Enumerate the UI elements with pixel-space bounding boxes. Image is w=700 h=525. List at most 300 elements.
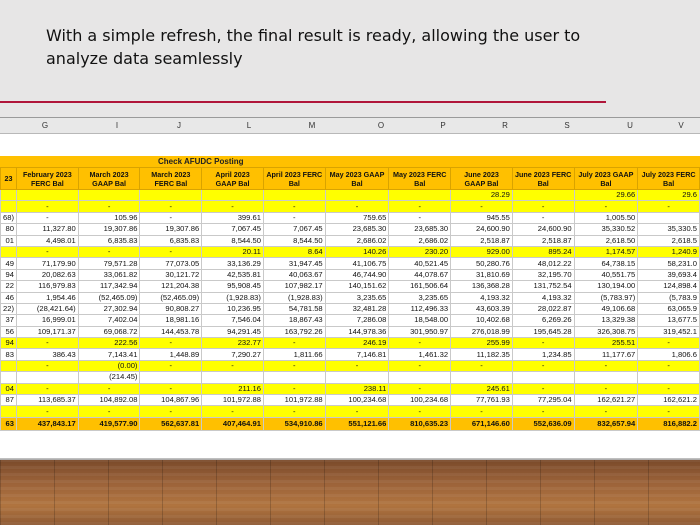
- table-cell[interactable]: 95,908.45: [202, 281, 264, 292]
- table-cell[interactable]: -: [202, 406, 264, 417]
- table-cell[interactable]: [202, 372, 264, 383]
- table-cell[interactable]: -: [16, 246, 78, 257]
- table-row: [1, 281, 700, 292]
- table-cell[interactable]: 245.61: [451, 383, 513, 394]
- table-cell[interactable]: 32,195.70: [512, 269, 574, 280]
- balance-table: [0, 167, 700, 431]
- column-header[interactable]: July 2023 FERC Bal: [638, 168, 700, 190]
- totals-row: [1, 417, 700, 430]
- table-cell[interactable]: 29.66: [574, 190, 638, 201]
- column-letter[interactable]: V: [678, 121, 684, 130]
- table-cell[interactable]: 163,792.26: [263, 326, 325, 337]
- table-cell[interactable]: 46,744.90: [325, 269, 389, 280]
- table-cell[interactable]: 7,067.45: [263, 224, 325, 235]
- table-cell[interactable]: 64,738.15: [574, 258, 638, 269]
- table-cell[interactable]: 90,808.27: [140, 303, 202, 314]
- table-cell[interactable]: 101,972.88: [202, 395, 264, 406]
- table-row: [1, 224, 700, 235]
- table-cell[interactable]: 40,551.75: [574, 269, 638, 280]
- column-letter[interactable]: J: [177, 121, 181, 130]
- table-cell[interactable]: -: [78, 246, 140, 257]
- table-cell[interactable]: 104,867.96: [140, 395, 202, 406]
- table-cell[interactable]: 8.64: [263, 246, 325, 257]
- table-cell[interactable]: [16, 372, 78, 383]
- total-cell[interactable]: 437,843.17: [16, 417, 78, 430]
- column-letter[interactable]: P: [440, 121, 446, 130]
- table-row: [1, 246, 700, 257]
- table-cell[interactable]: -: [16, 201, 78, 212]
- table-cell[interactable]: -: [140, 338, 202, 349]
- column-letter[interactable]: U: [627, 121, 633, 130]
- table-cell[interactable]: 68): [1, 212, 17, 223]
- table-cell[interactable]: 117,342.94: [78, 281, 140, 292]
- table-cell[interactable]: [574, 372, 638, 383]
- table-cell[interactable]: 2,686.02: [389, 235, 451, 246]
- table-cell[interactable]: -: [78, 201, 140, 212]
- table-cell[interactable]: [389, 190, 451, 201]
- total-cell[interactable]: 407,464.91: [202, 417, 264, 430]
- table-cell[interactable]: 255.51: [574, 338, 638, 349]
- table-cell[interactable]: 24,600.90: [512, 224, 574, 235]
- table-cell[interactable]: 19,307.86: [140, 224, 202, 235]
- table-cell[interactable]: 1,005.50: [574, 212, 638, 223]
- column-header[interactable]: May 2023 FERC Bal: [389, 168, 451, 190]
- table-cell[interactable]: 232.77: [202, 338, 264, 349]
- total-cell[interactable]: 552,636.09: [512, 417, 574, 430]
- table-cell[interactable]: [1, 360, 17, 371]
- table-cell[interactable]: -: [512, 360, 574, 371]
- table-cell[interactable]: -: [574, 383, 638, 394]
- table-cell[interactable]: 399.61: [202, 212, 264, 223]
- table-cell[interactable]: 7,286.08: [325, 315, 389, 326]
- group-band: [0, 156, 700, 167]
- table-cell[interactable]: -: [512, 201, 574, 212]
- table-cell[interactable]: 124,898.4: [638, 281, 700, 292]
- table-cell[interactable]: -: [16, 406, 78, 417]
- table-cell[interactable]: 2,518.87: [451, 235, 513, 246]
- table-cell[interactable]: 48,012.22: [512, 258, 574, 269]
- table-cell[interactable]: 10,236.95: [202, 303, 264, 314]
- table-cell[interactable]: 1,448.89: [140, 349, 202, 360]
- table-cell[interactable]: 22: [1, 281, 17, 292]
- table-cell[interactable]: 4,498.01: [16, 235, 78, 246]
- table-cell[interactable]: 54,781.58: [263, 303, 325, 314]
- header-row: [1, 168, 700, 190]
- table-cell[interactable]: -: [263, 360, 325, 371]
- data-grid: [0, 167, 700, 431]
- table-cell[interactable]: 104,892.08: [78, 395, 140, 406]
- table-cell[interactable]: -: [512, 338, 574, 349]
- table-cell[interactable]: -: [16, 212, 78, 223]
- table-cell[interactable]: 230.20: [389, 246, 451, 257]
- table-cell[interactable]: 28,022.87: [512, 303, 574, 314]
- table-cell[interactable]: (52,465.09): [78, 292, 140, 303]
- table-row: [1, 258, 700, 269]
- table-cell[interactable]: 23,685.30: [325, 224, 389, 235]
- column-header[interactable]: February 2023 FERC Bal: [16, 168, 78, 190]
- table-cell[interactable]: -: [512, 212, 574, 223]
- table-cell[interactable]: 101,972.88: [263, 395, 325, 406]
- table-cell[interactable]: -: [263, 383, 325, 394]
- table-cell[interactable]: -: [140, 212, 202, 223]
- table-cell[interactable]: [1, 372, 17, 383]
- column-header[interactable]: March 2023 GAAP Bal: [78, 168, 140, 190]
- table-cell[interactable]: 6,269.26: [512, 315, 574, 326]
- total-cell[interactable]: 832,657.94: [574, 417, 638, 430]
- table-cell[interactable]: [140, 190, 202, 201]
- table-cell[interactable]: 130,194.00: [574, 281, 638, 292]
- total-cell[interactable]: 63: [1, 417, 17, 430]
- table-cell[interactable]: 109,171.37: [16, 326, 78, 337]
- table-cell[interactable]: -: [451, 201, 513, 212]
- column-header[interactable]: June 2023 GAAP Bal: [451, 168, 513, 190]
- table-cell[interactable]: 112,496.33: [389, 303, 451, 314]
- table-cell[interactable]: 8,544.50: [202, 235, 264, 246]
- table-cell[interactable]: 56: [1, 326, 17, 337]
- table-cell[interactable]: 30,121.72: [140, 269, 202, 280]
- table-cell[interactable]: (214.45): [78, 372, 140, 383]
- table-cell[interactable]: 94,291.45: [202, 326, 264, 337]
- table-cell[interactable]: -: [140, 360, 202, 371]
- table-cell[interactable]: 895.24: [512, 246, 574, 257]
- table-row: [1, 338, 700, 349]
- table-cell[interactable]: 161,506.64: [389, 281, 451, 292]
- table-cell[interactable]: 69,068.72: [78, 326, 140, 337]
- table-cell[interactable]: -: [451, 360, 513, 371]
- table-cell[interactable]: 19,307.86: [78, 224, 140, 235]
- column-header[interactable]: July 2023 GAAP Bal: [574, 168, 638, 190]
- table-row: [1, 372, 700, 383]
- table-cell[interactable]: 23,685.30: [389, 224, 451, 235]
- table-cell[interactable]: 929.00: [451, 246, 513, 257]
- table-cell[interactable]: 40,063.67: [263, 269, 325, 280]
- table-cell[interactable]: 2,518.87: [512, 235, 574, 246]
- table-cell[interactable]: [1, 190, 17, 201]
- table-cell[interactable]: 71,179.90: [16, 258, 78, 269]
- table-cell[interactable]: 276,018.99: [451, 326, 513, 337]
- table-cell[interactable]: 195,645.28: [512, 326, 574, 337]
- table-cell[interactable]: 31,947.45: [263, 258, 325, 269]
- table-cell[interactable]: [140, 372, 202, 383]
- table-cell[interactable]: (1,928.83): [263, 292, 325, 303]
- table-cell[interactable]: -: [140, 246, 202, 257]
- table-cell[interactable]: 100,234.68: [389, 395, 451, 406]
- table-cell[interactable]: -: [389, 338, 451, 349]
- table-cell[interactable]: 18,548.00: [389, 315, 451, 326]
- table-cell[interactable]: [512, 190, 574, 201]
- table-cell[interactable]: 7,546.04: [202, 315, 264, 326]
- table-cell[interactable]: -: [325, 360, 389, 371]
- table-cell[interactable]: 04: [1, 383, 17, 394]
- table-cell[interactable]: 49,106.68: [574, 303, 638, 314]
- table-cell[interactable]: 37: [1, 315, 17, 326]
- table-cell[interactable]: 140.26: [325, 246, 389, 257]
- table-row: [1, 190, 700, 201]
- table-cell[interactable]: [325, 190, 389, 201]
- table-cell[interactable]: 6,835.83: [140, 235, 202, 246]
- table-cell[interactable]: 100,234.68: [325, 395, 389, 406]
- table-cell[interactable]: 87: [1, 395, 17, 406]
- table-cell[interactable]: 3,235.65: [325, 292, 389, 303]
- table-cell[interactable]: -: [512, 383, 574, 394]
- table-cell[interactable]: [78, 190, 140, 201]
- table-cell[interactable]: [638, 212, 700, 223]
- table-cell[interactable]: 7,143.41: [78, 349, 140, 360]
- table-cell[interactable]: 386.43: [16, 349, 78, 360]
- table-cell[interactable]: 13,677.5: [638, 315, 700, 326]
- table-cell[interactable]: -: [389, 406, 451, 417]
- column-header[interactable]: May 2023 GAAP Bal: [325, 168, 389, 190]
- table-cell[interactable]: 46: [1, 292, 17, 303]
- column-letter[interactable]: M: [308, 121, 316, 130]
- table-cell[interactable]: 77,073.05: [140, 258, 202, 269]
- table-cell[interactable]: 1,811.66: [263, 349, 325, 360]
- table-cell[interactable]: 40,521.45: [389, 258, 451, 269]
- table-cell[interactable]: 63,065.9: [638, 303, 700, 314]
- table-cell[interactable]: [1, 246, 17, 257]
- column-header[interactable]: April 2023 GAAP Bal: [202, 168, 264, 190]
- table-cell[interactable]: 301,950.97: [389, 326, 451, 337]
- table-cell[interactable]: [512, 372, 574, 383]
- table-cell[interactable]: 238.11: [325, 383, 389, 394]
- slide-caption: With a simple refresh, the final result is ready, allowing the user to analyze data seamlessly: [46, 26, 581, 68]
- table-cell[interactable]: 144,453.78: [140, 326, 202, 337]
- table-cell[interactable]: 27,302.94: [78, 303, 140, 314]
- table-cell[interactable]: -: [140, 383, 202, 394]
- table-cell[interactable]: 162,621.2: [638, 395, 700, 406]
- table-cell[interactable]: 42,535.81: [202, 269, 264, 280]
- table-cell[interactable]: 144,978.36: [325, 326, 389, 337]
- table-cell[interactable]: [263, 372, 325, 383]
- column-letter-bar: [0, 118, 700, 134]
- accent-divider: [0, 101, 606, 103]
- table-cell[interactable]: -: [325, 406, 389, 417]
- table-cell[interactable]: 31,810.69: [451, 269, 513, 280]
- total-cell[interactable]: 671,146.60: [451, 417, 513, 430]
- table-cell[interactable]: 945.55: [451, 212, 513, 223]
- table-cell[interactable]: 222.56: [78, 338, 140, 349]
- table-cell[interactable]: -: [202, 360, 264, 371]
- table-row: [1, 349, 700, 360]
- column-header[interactable]: June 2023 FERC Bal: [512, 168, 574, 190]
- table-cell[interactable]: -: [638, 201, 700, 212]
- table-cell[interactable]: 49: [1, 258, 17, 269]
- table-cell[interactable]: -: [202, 201, 264, 212]
- table-cell[interactable]: -: [16, 383, 78, 394]
- table-cell[interactable]: 162,621.27: [574, 395, 638, 406]
- table-cell[interactable]: 246.19: [325, 338, 389, 349]
- table-cell[interactable]: 28.29: [451, 190, 513, 201]
- column-letter[interactable]: O: [377, 121, 385, 130]
- column-letter[interactable]: L: [246, 121, 252, 130]
- column-header[interactable]: March 2023 FERC Bal: [140, 168, 202, 190]
- table-cell[interactable]: 29.6: [638, 190, 700, 201]
- table-cell[interactable]: 2,686.02: [325, 235, 389, 246]
- table-cell[interactable]: 255.99: [451, 338, 513, 349]
- table-cell[interactable]: 1,806.6: [638, 349, 700, 360]
- table-cell[interactable]: -: [16, 338, 78, 349]
- table-cell[interactable]: -: [78, 406, 140, 417]
- table-cell[interactable]: 58,231.0: [638, 258, 700, 269]
- group-title: Check AFUDC Posting: [158, 157, 244, 166]
- table-cell[interactable]: 22): [1, 303, 17, 314]
- table-cell[interactable]: [16, 190, 78, 201]
- table-cell[interactable]: 43,603.39: [451, 303, 513, 314]
- table-cell[interactable]: -: [389, 201, 451, 212]
- table-cell[interactable]: 11,177.67: [574, 349, 638, 360]
- table-cell[interactable]: 20,082.63: [16, 269, 78, 280]
- table-cell[interactable]: 1,240.9: [638, 246, 700, 257]
- table-cell[interactable]: 33,136.29: [202, 258, 264, 269]
- table-cell[interactable]: 01: [1, 235, 17, 246]
- table-cell[interactable]: (28,421.64): [16, 303, 78, 314]
- table-row: [1, 406, 700, 417]
- table-cell[interactable]: [1, 406, 17, 417]
- table-cell[interactable]: 80: [1, 224, 17, 235]
- table-cell[interactable]: 35,330.5: [638, 224, 700, 235]
- table-cell[interactable]: 50,280.76: [451, 258, 513, 269]
- table-row: [1, 383, 700, 394]
- table-cell[interactable]: -: [389, 360, 451, 371]
- table-cell[interactable]: 1,234.85: [512, 349, 574, 360]
- table-row: [1, 315, 700, 326]
- table-cell[interactable]: 4,193.32: [451, 292, 513, 303]
- table-cell[interactable]: -: [638, 406, 700, 417]
- table-cell[interactable]: -: [263, 201, 325, 212]
- table-cell[interactable]: 83: [1, 349, 17, 360]
- column-letter[interactable]: I: [115, 121, 119, 130]
- table-cell[interactable]: 24,600.90: [451, 224, 513, 235]
- table-cell[interactable]: 35,330.52: [574, 224, 638, 235]
- table-cell[interactable]: 16,999.01: [16, 315, 78, 326]
- table-cell[interactable]: 10,402.68: [451, 315, 513, 326]
- table-row: [1, 303, 700, 314]
- table-cell[interactable]: [451, 372, 513, 383]
- table-cell[interactable]: 7,290.27: [202, 349, 264, 360]
- table-cell[interactable]: 2,618.50: [574, 235, 638, 246]
- table-cell[interactable]: 77,295.04: [512, 395, 574, 406]
- table-cell[interactable]: 77,761.93: [451, 395, 513, 406]
- table-cell[interactable]: -: [638, 383, 700, 394]
- table-cell[interactable]: [389, 372, 451, 383]
- table-cell[interactable]: 39,693.4: [638, 269, 700, 280]
- table-cell[interactable]: -: [389, 383, 451, 394]
- table-cell[interactable]: -: [263, 338, 325, 349]
- table-cell[interactable]: 136,368.28: [451, 281, 513, 292]
- table-cell[interactable]: [263, 190, 325, 201]
- table-cell[interactable]: 121,204.38: [140, 281, 202, 292]
- total-cell[interactable]: 534,910.86: [263, 417, 325, 430]
- table-cell[interactable]: 1,174.57: [574, 246, 638, 257]
- table-cell[interactable]: 7,067.45: [202, 224, 264, 235]
- table-cell[interactable]: -: [512, 406, 574, 417]
- table-cell[interactable]: 759.65: [325, 212, 389, 223]
- table-cell[interactable]: 116,979.83: [16, 281, 78, 292]
- table-cell[interactable]: 33,061.82: [78, 269, 140, 280]
- table-cell[interactable]: [202, 190, 264, 201]
- column-letter[interactable]: G: [41, 121, 49, 130]
- table-cell[interactable]: 1,461.32: [389, 349, 451, 360]
- table-cell[interactable]: [1, 201, 17, 212]
- table-cell[interactable]: -: [638, 360, 700, 371]
- table-cell[interactable]: (52,465.09): [140, 292, 202, 303]
- table-cell[interactable]: 3,235.65: [389, 292, 451, 303]
- column-header[interactable]: 23: [1, 168, 17, 190]
- table-cell[interactable]: -: [574, 201, 638, 212]
- column-letter[interactable]: S: [564, 121, 570, 130]
- table-row: [1, 360, 700, 371]
- table-cell[interactable]: 211.16: [202, 383, 264, 394]
- table-cell[interactable]: 8,544.50: [263, 235, 325, 246]
- total-cell[interactable]: 562,637.81: [140, 417, 202, 430]
- table-cell[interactable]: 1,954.46: [16, 292, 78, 303]
- table-cell[interactable]: (5,783.97): [574, 292, 638, 303]
- table-cell[interactable]: 44,078.67: [389, 269, 451, 280]
- table-cell[interactable]: 131,752.54: [512, 281, 574, 292]
- table-cell[interactable]: 11,182.35: [451, 349, 513, 360]
- total-cell[interactable]: 810,635.23: [389, 417, 451, 430]
- table-row: [1, 395, 700, 406]
- table-cell[interactable]: 18,981.16: [140, 315, 202, 326]
- table-cell[interactable]: -: [389, 212, 451, 223]
- table-cell[interactable]: 326,308.75: [574, 326, 638, 337]
- table-cell[interactable]: (0.00): [78, 360, 140, 371]
- table-cell[interactable]: -: [140, 406, 202, 417]
- table-cell[interactable]: -: [451, 406, 513, 417]
- table-cell[interactable]: -: [638, 338, 700, 349]
- table-cell[interactable]: -: [263, 406, 325, 417]
- table-cell[interactable]: 41,106.75: [325, 258, 389, 269]
- table-cell[interactable]: 105.96: [78, 212, 140, 223]
- table-cell[interactable]: 79,571.28: [78, 258, 140, 269]
- table-cell[interactable]: 140,151.62: [325, 281, 389, 292]
- table-cell[interactable]: 2,618.5: [638, 235, 700, 246]
- wood-floor: [0, 460, 700, 525]
- table-cell[interactable]: 94: [1, 269, 17, 280]
- table-cell[interactable]: -: [78, 383, 140, 394]
- table-cell[interactable]: -: [574, 406, 638, 417]
- table-cell[interactable]: -: [325, 201, 389, 212]
- table-cell[interactable]: 18,867.43: [263, 315, 325, 326]
- column-header[interactable]: April 2023 FERC Bal: [263, 168, 325, 190]
- table-cell[interactable]: 7,402.04: [78, 315, 140, 326]
- table-cell[interactable]: -: [574, 360, 638, 371]
- table-cell[interactable]: (5,783.9: [638, 292, 700, 303]
- column-letter[interactable]: R: [502, 121, 508, 130]
- table-cell[interactable]: 11,327.80: [16, 224, 78, 235]
- table-row: [1, 212, 700, 223]
- table-cell[interactable]: 4,193.32: [512, 292, 574, 303]
- table-cell[interactable]: 20.11: [202, 246, 264, 257]
- table-cell[interactable]: (1,928.83): [202, 292, 264, 303]
- table-cell[interactable]: [325, 372, 389, 383]
- table-cell[interactable]: [638, 372, 700, 383]
- table-cell[interactable]: -: [16, 360, 78, 371]
- table-cell[interactable]: 13,329.38: [574, 315, 638, 326]
- table-cell[interactable]: -: [140, 201, 202, 212]
- total-cell[interactable]: 551,121.66: [325, 417, 389, 430]
- total-cell[interactable]: 816,882.2: [638, 417, 700, 430]
- total-cell[interactable]: 419,577.90: [78, 417, 140, 430]
- table-cell[interactable]: 113,685.37: [16, 395, 78, 406]
- table-cell[interactable]: 319,452.1: [638, 326, 700, 337]
- table-cell[interactable]: 94: [1, 338, 17, 349]
- table-cell[interactable]: 6,835.83: [78, 235, 140, 246]
- table-cell[interactable]: 7,146.81: [325, 349, 389, 360]
- table-cell[interactable]: 107,982.17: [263, 281, 325, 292]
- table-cell[interactable]: -: [263, 212, 325, 223]
- table-cell[interactable]: 32,481.28: [325, 303, 389, 314]
